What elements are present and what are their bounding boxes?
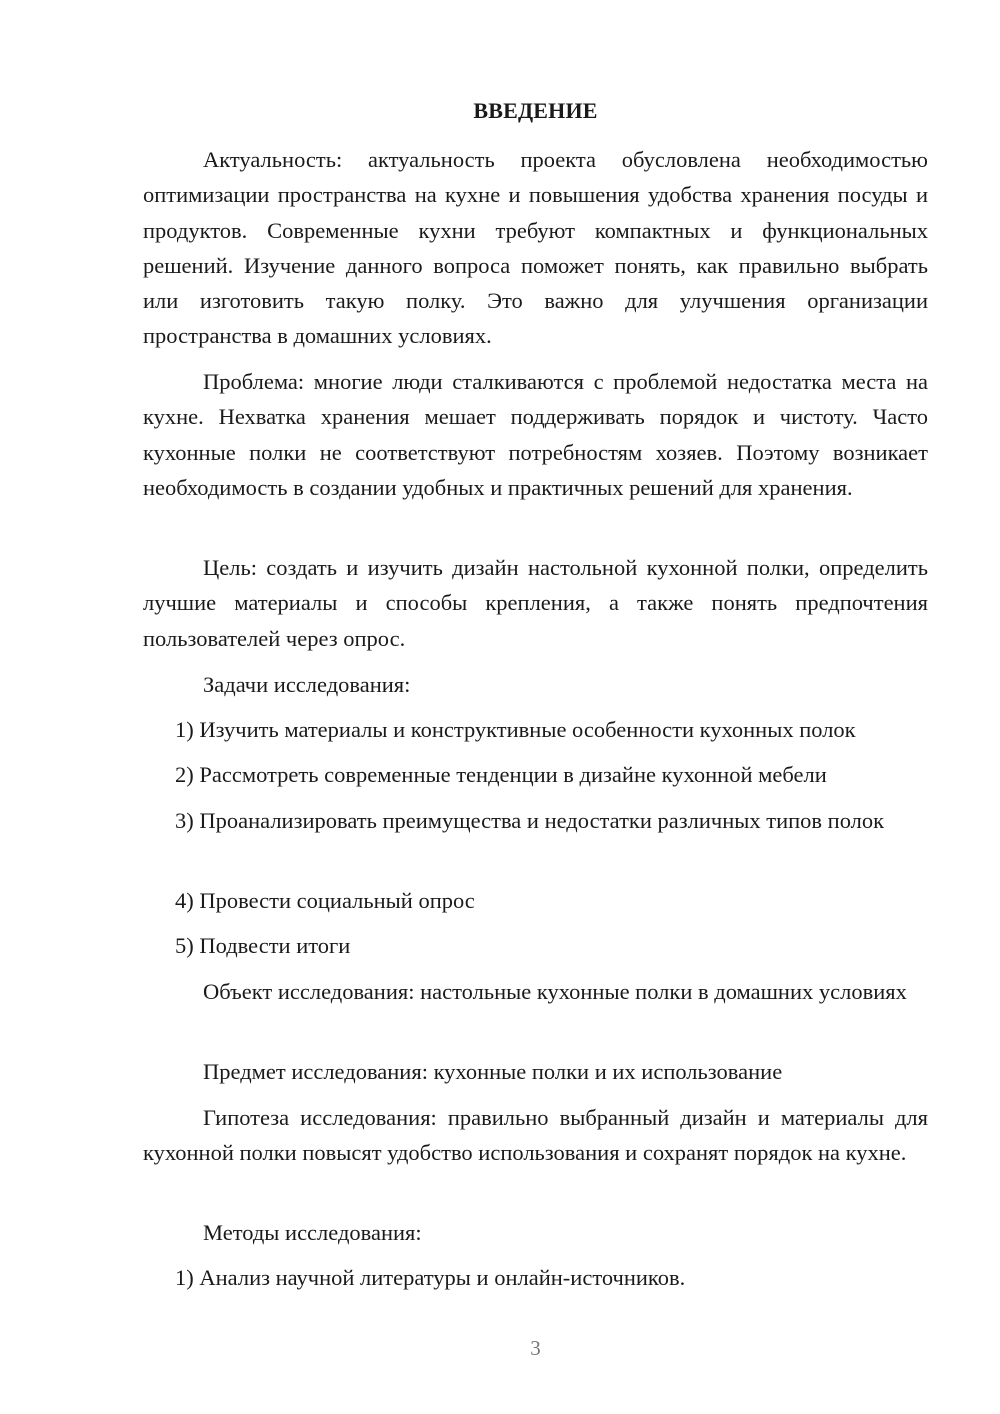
- paragraph-problem: Проблема: многие люди сталкиваются с проблемой недостатка места на кухне. Нехватка хранения мешает поддерживать порядок и чистоту. Часто кухонные полки не соответствуют потребностям хозяев. Поэтому возникает необходимость в создании удобных и практичных решений для хранения.: [143, 369, 928, 500]
- paragraph-relevance: Актуальность: актуальность проекта обусловлена необходимостью оптимизации пространства на кухне и повышения удобства хранения посуды и продуктов. Современные кухни требуют компактных и функциональных решений. Изучение данного вопроса поможет понять, как правильно выбрать или изготовить такую полку. Это важно для улучшения организации пространства в домашних условиях.: [143, 147, 928, 349]
- page-number: 3: [530, 1336, 541, 1360]
- paragraph-subject: Предмет исследования: кухонные полки и их использование: [203, 1059, 783, 1084]
- paragraph-goal: Цель: создать и изучить дизайн настольной кухонной полки, определить лучшие материалы и способы крепления, а также понять предпочтения пользователей через опрос.: [143, 555, 928, 651]
- methods-heading: Методы исследования:: [203, 1220, 422, 1245]
- method-item-1: 1) Анализ научной литературы и онлайн-источников.: [175, 1265, 686, 1290]
- task-item-1: 1) Изучить материалы и конструктивные особенности кухонных полок: [175, 717, 856, 742]
- paragraph-hypothesis: Гипотеза исследования: правильно выбранный дизайн и материалы для кухонной полки повысят удобство использования и сохранят порядок на кухне.: [143, 1105, 928, 1166]
- task-item-4: 4) Провести социальный опрос: [175, 888, 475, 913]
- tasks-heading: Задачи исследования:: [203, 672, 411, 697]
- paragraph-object: Объект исследования: настольные кухонные полки в домашних условиях: [203, 979, 907, 1004]
- task-item-2: 2) Рассмотреть современные тенденции в дизайне кухонной мебели: [175, 762, 827, 787]
- section-title: ВВЕДЕНИЕ: [473, 98, 598, 123]
- task-item-3: 3) Проанализировать преимущества и недостатки различных типов полок: [175, 808, 885, 833]
- document-page: [143, 0, 928, 1414]
- task-item-5: 5) Подвести итоги: [175, 933, 351, 958]
